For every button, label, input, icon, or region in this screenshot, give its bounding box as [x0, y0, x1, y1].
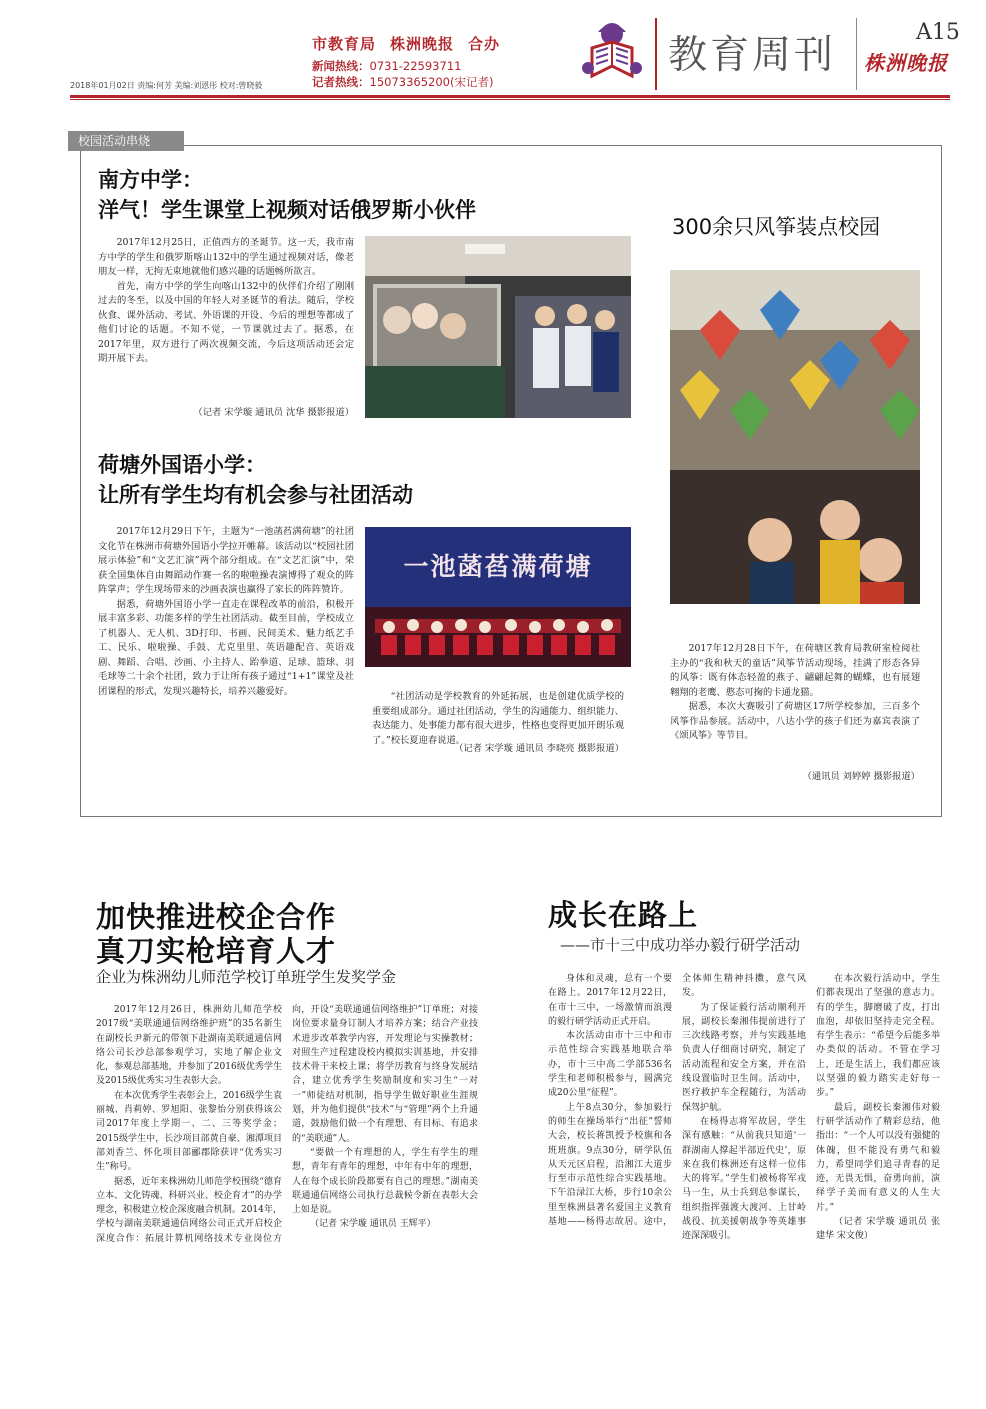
story2-quote-text: “社团活动是学校教育的外延拓展，也是创建优质学校的重要组成部分。通过社团活动，学生的沟通能力、组织能力、表达能力、处事能力都有很大进步，性格也变得更加开朗乐观了。”校长夏迎春说道。 — [372, 691, 624, 746]
article-right-paragraph: 本次活动由市十三中和市示范性综合实践基地联合举办，市十三中高二学部536名学生和老师积极参与，圆满完成20公里“征程”。 — [548, 1031, 672, 1099]
story2-paragraph: 2017年12月29日下午，主题为“一池菡萏满荷塘”的社团文化节在株洲市荷塘外国语小学拉开帷幕。该活动以“校园社团展示体验”和“文艺汇演”两个部分组成。在“文艺汇演”中，荣获全国集体自由舞蹈动作赛一名的啦啦操表演博得了观众的阵阵掌声；学生现场带来的沙画表演也赢得了家长的阵阵赞许。 — [98, 526, 354, 595]
section-tag: 校园活动串烧 — [68, 131, 184, 151]
video-call-classroom-photo — [365, 236, 631, 418]
article-left-paragraph: 据悉，近年来株洲幼儿师范学校围绕“德育立本、文化铸魂、科研兴业、校企育才”的办学理念，积极建立校企深度融合机制。2014年，学校与湖南美联通通信网络公司正式开启校企深度合作：拓展计算机网络技术专业岗位方向，开设“美联通通信网络维护”订单班；对接岗位要求量身订制人才培养方案；结合产业技术进步改革教学内容，开发理论与实操教材；对照生产过程建设校内模拟实训基地，并安排技术骨干来校上课；将学历教育与终身发展结合，建立优秀学生奖励制度和实习生“一对一”师徒结对机制，指导学生做好职业生涯规划，并为他们提供“技术”与“管理”两个上升通道，鼓励他们做一个有理想、有目标、有追求的“美联通”人。 — [96, 1005, 478, 1244]
story2-quote — [372, 690, 624, 748]
page-number: A15 — [916, 20, 960, 45]
article-right-paragraph: 为了保证毅行活动顺利开展，副校长秦湘伟提前进行了三次线路考察，并与实践基地负责人仔细商讨研究，制定了活动流程和安全方案，并在沿线设置临时卫生间。活动中，医疗救护车全程随行，为活动保驾护航。 — [682, 1002, 806, 1113]
story1-body — [98, 236, 354, 367]
story3-paragraph: 2017年12月28日下午，在荷塘区教育局教研室检阅社主办的“我和秋天的童话”风筝节活动现场，挂满了形态各异的风筝：既有体态轻盈的燕子、翩翩起舞的蝴蝶，也有展翅翱翔的老鹰、憨态可掬的卡通龙猫。 — [670, 643, 920, 698]
story3-paragraph: 据悉，本次大赛吸引了荷塘区17所学校参加，三百多个风筝作品参展。活动中，八达小学的孩子们还为嘉宾表演了《颂风筝》等节目。 — [670, 701, 920, 741]
reading-student-icon — [578, 18, 646, 90]
reporter-hotline — [312, 74, 493, 90]
news-hotline-number: 0731-22593711 — [369, 59, 462, 73]
co-organizers — [312, 33, 514, 54]
article-right-paragraph: 身体和灵魂，总有一个要在路上。2017年12月22日，在市十三中，一场激情而浪漫的毅行研学活动正式开启。 — [548, 974, 672, 1027]
masthead-title: 教育周刊 — [668, 33, 837, 78]
dateline: 2018年01月02日 责编:何芳 美编:刘恩彤 校对:曾晓毅 — [70, 81, 263, 90]
news-hotline — [312, 58, 461, 74]
header-rule — [70, 95, 950, 98]
story2-headline — [98, 450, 413, 510]
article-left-credit: （记者 宋学璇 通讯员 王辉平） — [310, 1219, 436, 1230]
kite-corridor-photo — [670, 270, 920, 604]
story1-title-line1: 南方中学： — [98, 168, 203, 192]
co-org-2: 株洲晚报 — [390, 35, 455, 53]
story1-credit: （记者 宋学璇 通讯员 沈华 摄影报道） — [193, 407, 354, 418]
header-rule-thin — [70, 99, 950, 100]
news-hotline-label: 新闻热线： — [312, 59, 370, 73]
article-right-body — [548, 972, 940, 1244]
story2-title-line2: 让所有学生均有机会参与社团活动 — [98, 483, 413, 507]
co-org-1: 市教育局 — [312, 35, 377, 53]
article-right-paragraph: 在杨得志将军故居，学生深有感触：“从前我只知道‘一群湖南人撑起半部近代史’，原来在我们株洲还有这样一位伟大的将军。”学生们被杨将军戎马一生，从士兵到总参谋长，组织指挥强渡大渡河、上甘岭战役、抗美援朝战争等英雄事迹深深吸引。 — [682, 1116, 806, 1242]
header-divider-2 — [856, 18, 857, 90]
story2-credit: （记者 宋学璇 通讯员 李晓亮 摄影报道） — [454, 743, 624, 754]
festival-banner-text: 一池菡萏满荷塘 — [403, 552, 593, 581]
article-right-subtitle: ——市十三中成功举办毅行研学活动 — [560, 936, 801, 954]
article-left-title-line1: 加快推进校企合作 — [96, 900, 337, 934]
story3-headline: 300余只风筝装点校园 — [672, 215, 881, 239]
co-org-3: 合办 — [468, 35, 501, 53]
article-left-paragraph: “要做一个有理想的人，学生有学生的理想，青年有青年的理想，中年有中年的理想，人在每个成长阶段都要有自己的理想。”湖南美联通通信网络公司执行总裁候令新在表彰大会上如是说。 — [292, 1147, 478, 1216]
article-right-paragraph: 最后，副校长秦湘伟对毅行研学活动作了精彩总结，他指出：“一个人可以没有强健的体魄，但不能没有勇气和毅力，希望同学们追寻青春的足迹，无畏无惧，奋勇向前，演绎学子美而有意义的人生大片。” — [816, 1102, 940, 1213]
newspaper-logo: 株洲晚报 — [864, 51, 948, 75]
story1-title-line2: 洋气！学生课堂上视频对话俄罗斯小伙伴 — [98, 198, 476, 222]
story1-paragraph: 首先，南方中学的学生向喀山132中的伙伴们介绍了刚刚过去的冬至，以及中国的年轻人对圣诞节的看法。随后，学校伙食、课外活动、考试、外语课的开设、今后的理想等都成了他们讨论的话题。不知不觉，一节课就过去了。据悉，在2017年里，双方进行了两次视频交流，今后这项活动还会定期开展下去。 — [98, 280, 354, 364]
story1-headline — [98, 165, 476, 225]
article-left-subtitle: 企业为株洲幼儿师范学校订单班学生发奖学金 — [96, 968, 397, 986]
article-left-headline — [96, 900, 336, 968]
reporter-hotline-number: 15073365200(宋记者) — [369, 75, 494, 89]
story1-paragraph: 2017年12月25日，正值西方的圣诞节。这一天，我市南方中学的学生和俄罗斯喀山132中的学生通过视频对话，像老朋友一样，无拘无束地就他们感兴趣的话题畅所欲言。 — [98, 237, 354, 277]
article-left-paragraph: 在本次优秀学生表彰会上，2016级学生袁丽城、肖莉婷、罗旭阳、张黎怡分别获得该公司2017年度上学期一、二、三等奖学金；2015级学生中，长沙项目部黄自豪、湘潭项目部刘香兰、怀化项目部郦郡除获评“优秀实习生”称号。 — [96, 1090, 282, 1173]
community-festival-photo — [365, 527, 631, 667]
story3-credit: （通讯员 刘婷婷 摄影报道） — [802, 771, 920, 782]
article-left-title-line2: 真刀实枪培育人才 — [96, 934, 337, 968]
reporter-hotline-label: 记者热线： — [312, 75, 370, 89]
article-right-paragraph: 上午8点30分，参加毅行的师生在操场举行“出征”誓师大会，校长蒋凯授予校旗和各班班旗。9点30分，研学队伍从天元区启程，沿湘江大道步行至市示范性综合实践基地。下午沿渌江大桥，步行10余公里至株洲县著名爱国主义教育基地——杨得志故居。途中，全体师生精神抖擞，意气风发。 — [548, 974, 806, 1228]
article-left-body — [96, 1003, 478, 1246]
story2-paragraph: 据悉，荷塘外国语小学一直走在课程改革的前沿，积极开展丰富多彩、功能多样的学生社团活动。截至目前，学校成立了机器人、无人机、3D打印、书画、民间美术、魅力纸艺手工、民乐、啦啦操、手鼓、尤克里里、英语趣配音、英语戏剧、舞蹈、合唱、沙画、小主持人、跆拳道、足球、篮球、羽毛球等二十余个社团，致力于让所有孩子通过“1+1”课堂及社团课程的形式，发现兴趣特长，培养兴趣爱好。 — [98, 598, 354, 697]
story3-body — [670, 642, 920, 744]
story2-body — [98, 525, 354, 699]
article-right-credit: （记者 宋学璇 通讯员 张建华 宋文俊） — [816, 1217, 940, 1242]
article-right-headline: 成长在路上 — [548, 898, 699, 932]
header-divider — [655, 18, 657, 90]
article-left-paragraph: 2017年12月26日，株洲幼儿师范学校2017级“美联通通信网络维护班”的35名新生在副校长尹新元的带领下赴湖南美联通通信网络公司长沙总部参观学习，实地了解企业文化，参观总部基地，并参加了2016级优秀学生及2015级优秀实习生表彰大会。 — [96, 1005, 282, 1087]
article-right-paragraph: 在本次毅行活动中，学生们都表现出了坚强的意志力。有的学生，脚磨破了皮，打出血泡，却依旧坚持走完全程。有学生表示：“希望今后能多举办类似的活动。不管在学习上，还是生活上，我们都应该以坚强的毅力踏实走好每一步。” — [816, 974, 940, 1099]
story2-title-line1: 荷塘外国语小学： — [98, 453, 266, 477]
